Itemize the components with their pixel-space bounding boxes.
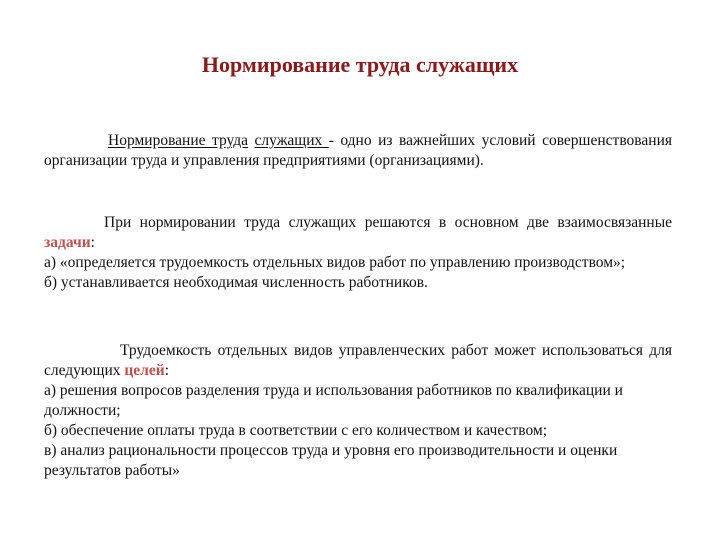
task-item-b: б) устанавливается необходимая численность работников. [44,274,428,291]
definition-text: - одно из важнейших условий совершенствования организации труда и управления предприятиями (организациями). [44,132,672,169]
tasks-lead: При нормировании труда служащих решаются в основном две взаимосвязанные [104,214,672,231]
task-item-a: а) «определяется трудоемкость отдельных видов работ по управлению производством»; [44,254,626,271]
slide-title: Нормирование труда служащих [201,52,519,77]
paragraph-tasks [44,213,672,293]
goal-item-a: а) решения вопросов разделения труда и использования работников по квалификации и должности; [44,382,623,419]
goals-lead: Трудоемкость отдельных видов управленческих работ может использоваться для следующих [44,342,672,379]
goals-colon: : [164,362,170,379]
goals-intro [44,341,672,381]
tasks-colon: : [90,234,95,251]
highlight-goals: целей [124,362,165,379]
underlined-term-1: Нормирование [108,132,212,149]
goal-item-c: в) анализ рациональности процессов труда и уровня его производительности и оценки результатов работы» [44,442,618,479]
underlined-term-2: труда [212,132,249,149]
underlined-term-3: служащих [254,132,329,149]
tasks-intro [44,213,672,253]
paragraph-goals [44,341,672,481]
paragraph-definition [44,131,672,171]
goal-item-b: б) обеспечение оплаты труда в соответствии с его количеством и качеством; [44,422,548,439]
highlight-tasks: задачи [44,234,91,251]
